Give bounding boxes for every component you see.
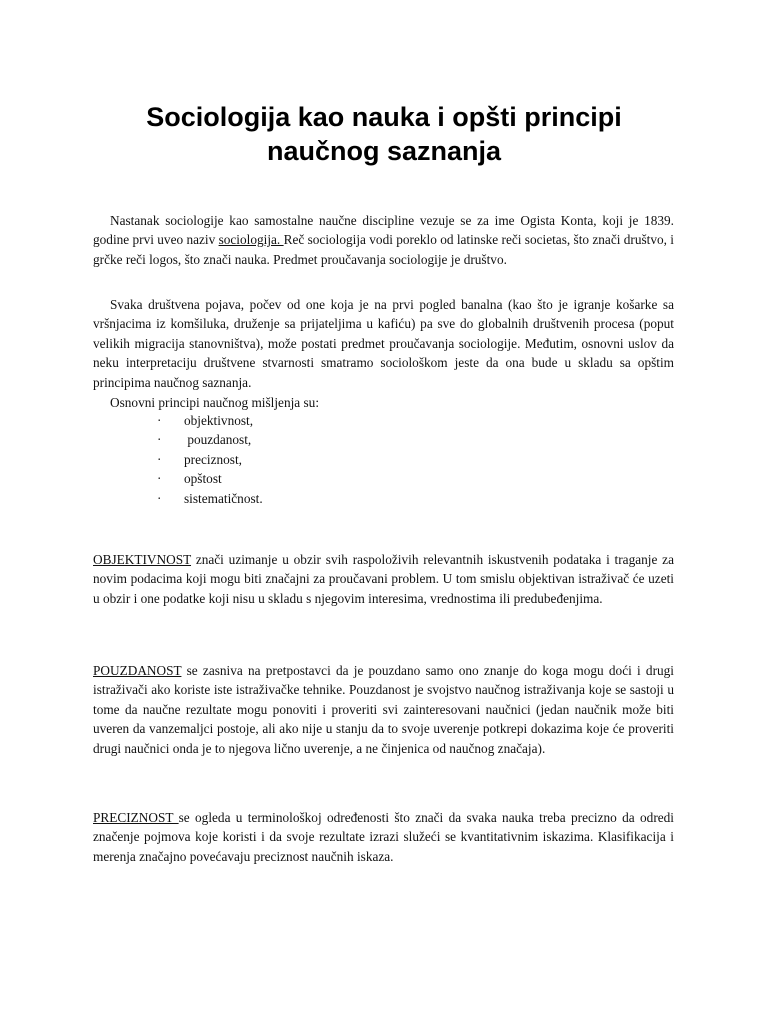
paragraph-social-phenomena: Svaka društvena pojava, počev od one koja je na prvi pogled banalna (kao što je igranje košarke sa vršnjacima iz komšiluka, druženje sa prijateljima u kafiću) pa sve do globalnih društvenih procesa (poput velikih migracija stanovništva), može postati predmet proučavanja sociologije. Međutim, osnovni uslov da neku interpretaciju društvene stvarnosti smatramo sociološkom jeste da ona bude u skladu sa opštim principima naučnog saznanja. [93,297,674,390]
list-item-label: objektivnost, [184,413,254,428]
pouzdanost-text: se zasniva na pretpostavci da je pouzdano samo ono znanje do koga mogu doći i drugi istraživači ako koriste iste istraživačke tehnike. Pouzdanost je svojstvo naučnog istraživanja koje se sastoji u tome da naučne rezultate mogu ponoviti i proveriti svi zainteresovani naučnici (jedan naučnik može biti uveren da vanzemaljci postoje, ali ako nije u stanju da to svoje uverenje potkrepi dokazima koje će proveriti drugi naučnici onda je to njegova lično uverenje, a ne činjenica od naučnog značaja). [93,663,674,756]
paragraph-intro [93,211,674,269]
sociologija-term: sociologija. [218,232,284,248]
list-item [157,450,263,469]
intro-text-end: Reč sociologija vodi poreklo od latinske reči societas, što znači društvo, i grčke reči logos, što znači nauka. Predmet proučavanja sociologije je društvo. [93,232,674,267]
principles-list [157,411,263,508]
paragraph-pouzdanost [93,661,674,758]
list-item [157,489,263,508]
title-line-2: naučnog saznanja [266,136,502,166]
intro-text-start: Nastanak sociologije kao samostalne naučne discipline vezuje se za ime Ogista Konta, koji je 1839. godine prvi uveo naziv [93,213,674,248]
list-item-label: pouzdanost, [184,432,252,448]
page-title [60,100,708,168]
list-item-label: preciznost, [184,451,242,467]
objektivnost-text: znači uzimanje u obzir svih raspoloživih relevantnih iskustvenih podataka i traganje za novim podacima koji mogu biti značajni za proučavani problem. U tom smislu objektivan istraživač će uzeti u obzir i one podatke koji nisu u skladu s njegovim interesima, vrednostima ili predubeđenjima. [93,552,674,606]
objektivnost-term: OBJEKTIVNOST [93,552,192,567]
bullet-icon: · [157,471,162,487]
bullet-icon: · [157,432,162,448]
bullet-icon: · [157,451,162,467]
list-item [157,430,263,449]
list-item-label: sistematičnost. [184,490,263,506]
list-item-label: opštost [184,471,222,487]
preciznost-text: se ogleda u terminološkoj određenosti što znači da svaka nauka treba precizno da odredi značenje pojmova koje koristi i da svoje rezultate izrazi služeći se kvantitativnim iskazima. Klasifikacija i merenja značajno povećavaju preciznost naučnih iskaza. [93,810,674,864]
bullet-icon: · [157,490,162,506]
list-item [157,469,263,488]
paragraph-preciznost [93,808,674,866]
list-item [157,411,263,430]
pouzdanost-term: POUZDANOST [93,663,182,678]
principles-intro: Osnovni principi naučnog mišljenja su: [110,395,320,410]
preciznost-term: PRECIZNOST [93,810,179,825]
title-line-1: Sociologija kao nauka i opšti principi [146,102,622,132]
bullet-icon: · [157,413,162,428]
paragraph-objektivnost [93,550,674,608]
